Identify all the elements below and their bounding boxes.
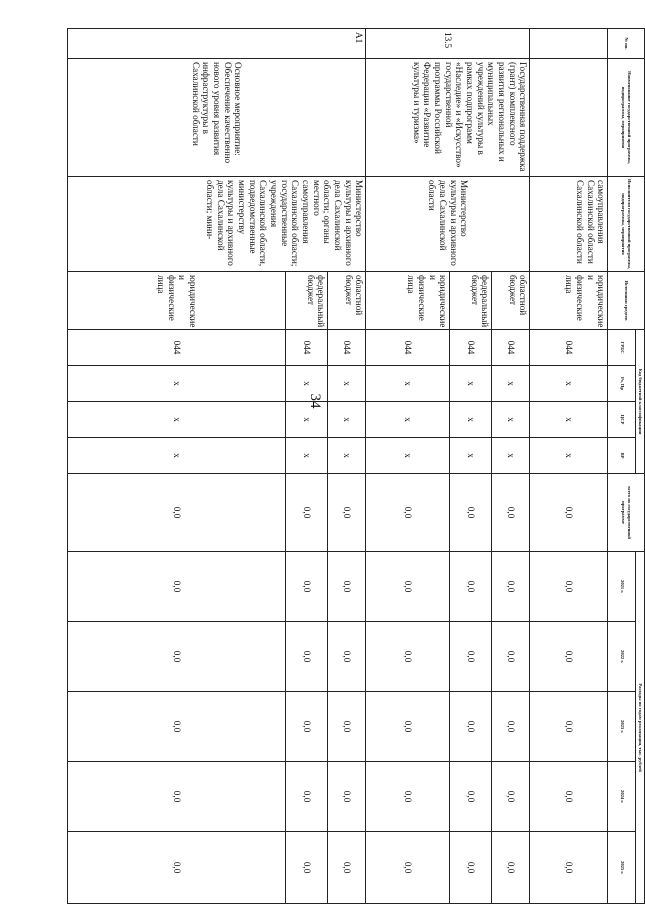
table-row [492,29,530,904]
header-executor: Исполнители государственной программы, подпрограммы, мероприятия [608,177,645,272]
value-cell: 0,0 [328,552,366,622]
header-name: Наименование государственной программы, подпрограммы, мероприятия [608,59,645,177]
row-source-cell: юридические и физические лица [68,272,287,330]
budget-table [67,28,645,904]
value-cell: 0,0 [328,832,366,904]
header-num: № пп. [608,29,645,59]
value-cell: 0,0 [328,762,366,832]
header-year: 2022 г. [608,622,636,692]
row-num-cell: 13.5 [366,29,530,59]
row-name-cell: Государственная поддержка (грант) комплексного развития региональных и муниципальных учреждений культуры в рамках подпрограмм «Наследие» и «Искусство» государственной программы Российской Федерации «Развитие культуры и туризма» [366,59,530,177]
header-expenses-group: Расходы по годам реализации, тыс. рублей [636,552,645,904]
value-cell: 0,0 [530,474,608,552]
header-year: 2023 г. [608,692,636,762]
value-cell: 0,0 [366,474,450,552]
value-cell: 0,0 [328,474,366,552]
header-budget-class: Код бюджетной классификации [636,330,645,474]
value-cell: 0,0 [366,622,450,692]
value-cell: 0,0 [286,692,328,762]
csr-cell: х [328,402,366,438]
grbs-cell: 044 [450,330,492,366]
vr-cell: х [492,438,530,474]
vr-cell: х [286,438,328,474]
value-cell: 0,0 [286,832,328,904]
value-cell: 0,0 [328,692,366,762]
value-cell: 0,0 [492,622,530,692]
value-cell: 0,0 [492,552,530,622]
csr-cell: х [286,402,328,438]
row-num-cell [530,29,608,59]
row-source-cell: юридические и физические лица [366,272,450,330]
value-cell: 0,0 [286,474,328,552]
value-cell: 0,0 [530,622,608,692]
value-cell: 0,0 [450,552,492,622]
vr-cell: х [450,438,492,474]
header-rzpr: Рз, Пр [608,366,636,402]
rzpr-cell: х [530,366,608,402]
row-executor-cell: самоуправления Сахалинской области Сахалинской области [530,177,608,272]
value-cell: 0,0 [328,622,366,692]
value-cell: 0,0 [530,832,608,904]
value-cell: 0,0 [68,692,287,762]
csr-cell: х [492,402,530,438]
csr-cell: х [68,402,287,438]
value-cell: 0,0 [366,692,450,762]
value-cell: 0,0 [68,474,287,552]
row-name-cell: Основное мероприятие: Обеспечение качественно нового уровня развития инфраструктуры в Сахалинской области [68,59,367,177]
grbs-cell: 044 [68,330,287,366]
rzpr-cell: х [68,366,287,402]
grbs-cell: 044 [286,330,328,366]
value-cell: 0,0 [286,552,328,622]
grbs-cell: 044 [530,330,608,366]
row-source-cell: федеральный бюджет [286,272,328,330]
vr-cell: х [68,438,287,474]
csr-cell: х [450,402,492,438]
value-cell: 0,0 [450,762,492,832]
value-cell: 0,0 [68,622,287,692]
value-cell: 0,0 [68,762,287,832]
row-executor-cell: Министерство культуры и архивного дела Сахалинской области; органы местного самоуправления Сахалинской области; государственные учреждения Сахалинской области, подведомственные министерству культуры и архивного дела Сахалинской области; мини- [68,177,367,272]
value-cell: 0,0 [530,692,608,762]
header-grbs: ГРБС [608,330,636,366]
header-source: Источники средств [608,272,645,330]
value-cell: 0,0 [450,474,492,552]
rzpr-cell: х [450,366,492,402]
rotated-table-container [67,28,645,903]
page-number: 34 [307,393,324,409]
rzpr-cell: х [286,366,328,402]
header-total: всего по государственной программе [608,474,645,552]
value-cell: 0,0 [450,622,492,692]
value-cell: 0,0 [450,832,492,904]
rzpr-cell: х [328,366,366,402]
header-vr: ВР [608,438,636,474]
value-cell: 0,0 [366,552,450,622]
header-year: 2024 г. [608,762,636,832]
value-cell: 0,0 [492,474,530,552]
vr-cell: х [366,438,450,474]
row-executor-cell: Министерство культуры и архивного дела Сахалинской области [366,177,530,272]
header-year: 2025 г. [608,832,636,904]
rzpr-cell: х [492,366,530,402]
value-cell: 0,0 [492,692,530,762]
row-source-cell: федеральный бюджет [450,272,492,330]
row-source-cell: юридические и физические лица [530,272,608,330]
csr-cell: х [530,402,608,438]
csr-cell: х [366,402,450,438]
vr-cell: х [328,438,366,474]
row-source-cell: областной бюджет [328,272,366,330]
vr-cell: х [530,438,608,474]
header-csr: ЦСР [608,402,636,438]
value-cell: 0,0 [530,552,608,622]
table-row [328,29,366,904]
value-cell: 0,0 [530,762,608,832]
value-cell: 0,0 [286,622,328,692]
row-source-cell: областной бюджет [492,272,530,330]
row-num-cell: А1 [68,29,367,59]
grbs-cell: 044 [366,330,450,366]
value-cell: 0,0 [366,832,450,904]
value-cell: 0,0 [450,692,492,762]
rzpr-cell: х [366,366,450,402]
value-cell: 0,0 [492,762,530,832]
value-cell: 0,0 [68,832,287,904]
value-cell: 0,0 [68,552,287,622]
table-row [530,29,608,904]
value-cell: 0,0 [366,762,450,832]
grbs-cell: 044 [492,330,530,366]
row-name-cell [530,59,608,177]
value-cell: 0,0 [286,762,328,832]
header-year: 2021 г. [608,552,636,622]
grbs-cell: 044 [328,330,366,366]
value-cell: 0,0 [492,832,530,904]
